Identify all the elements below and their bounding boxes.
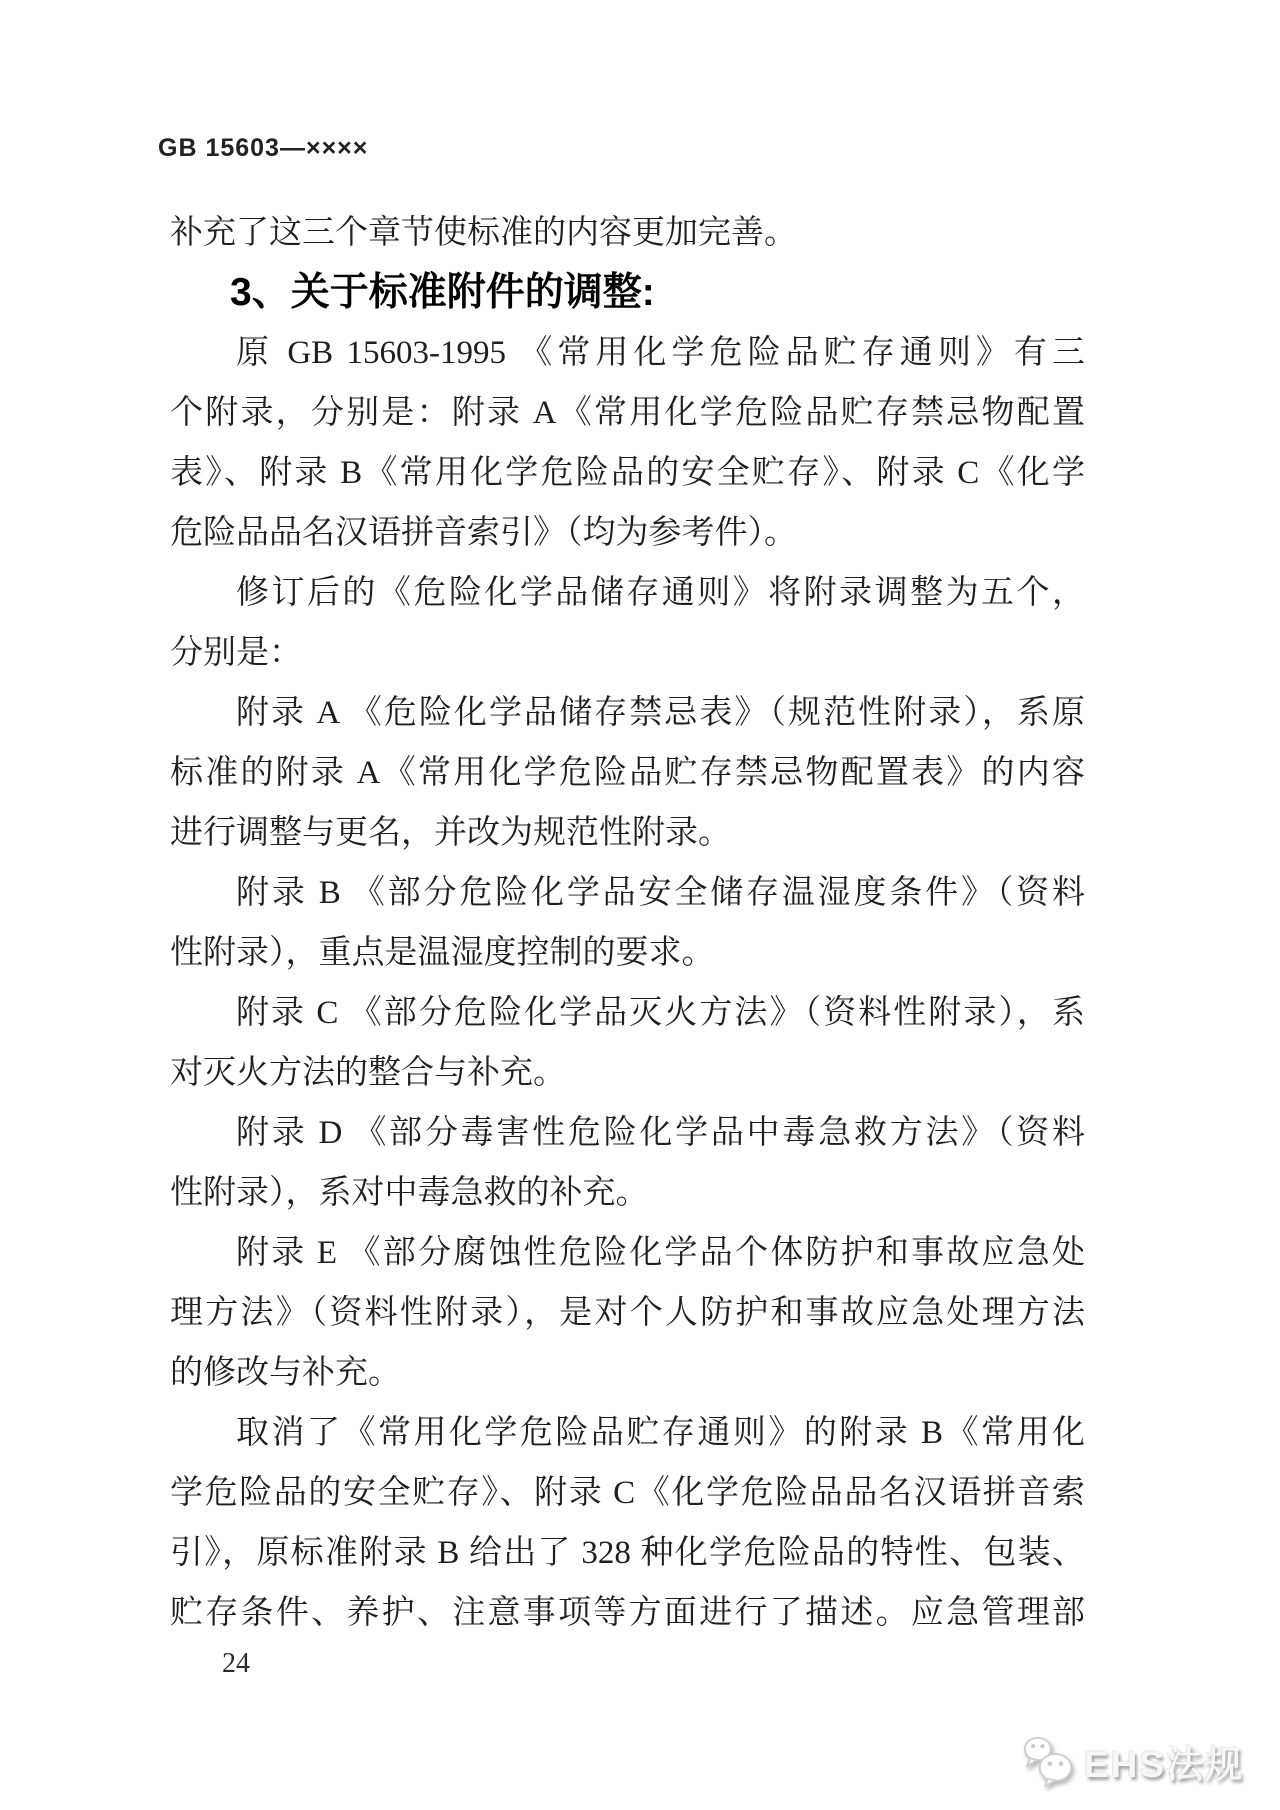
text-line: 附录 D 《部分毒害性危险化学品中毒急救方法》（资料	[236, 1115, 1085, 1151]
text-line: 取消了《常用化学危险品贮存通则》的附录 B《常用化	[236, 1415, 1085, 1451]
text-line: 理方法》（资料性附录），是对个人防护和事故应急处理方法	[170, 1295, 1085, 1331]
text-line: 表》、附录 B《常用化学危险品的安全贮存》、附录 C《化学	[170, 455, 1085, 491]
standard-number-header: GB 15603—××××	[158, 134, 369, 162]
text-line: 附录 C 《部分危险化学品灭火方法》（资料性附录），系	[236, 995, 1085, 1031]
text-line: 附录 A 《危险化学品储存禁忌表》（规范性附录），系原	[236, 695, 1085, 731]
watermark	[1020, 1734, 1244, 1788]
text-line: 的修改与补充。	[170, 1355, 401, 1391]
text-line: 危险品品名汉语拼音索引》（均为参考件）。	[170, 515, 797, 551]
text-line: 附录 B 《部分危险化学品安全储存温湿度条件》（资料	[236, 875, 1085, 911]
page-number: 24	[222, 1648, 250, 1679]
text-line: 分别是：	[170, 635, 302, 671]
text-line: 原 GB 15603-1995 《常用化学危险品贮存通则》有三	[236, 335, 1085, 371]
text-line: 标准的附录 A《常用化学危险品贮存禁忌物配置表》的内容	[170, 755, 1085, 791]
wechat-icon	[1020, 1735, 1076, 1787]
section-heading: 3、关于标准附件的调整:	[230, 271, 655, 314]
text-line: 对灭火方法的整合与补充。	[170, 1055, 566, 1091]
text-line: 个附录，分别是：附录 A《常用化学危险品贮存禁忌物配置	[170, 395, 1085, 431]
text-line: 修订后的《危险化学品储存通则》将附录调整为五个，	[236, 575, 1085, 611]
text-line: 性附录），系对中毒急救的补充。	[170, 1175, 649, 1211]
text-line: 性附录），重点是温湿度控制的要求。	[170, 935, 715, 971]
text-line: 补充了这三个章节使标准的内容更加完善。	[170, 215, 797, 251]
text-line: 进行调整与更名，并改为规范性附录。	[170, 815, 731, 851]
text-line: 学危险品的安全贮存》、附录 C《化学危险品品名汉语拼音索	[170, 1475, 1085, 1511]
text-line: 引》，原标准附录 B 给出了 328 种化学危险品的特性、包装、	[170, 1535, 1085, 1571]
document-body	[170, 203, 1085, 1643]
text-line: 附录 E 《部分腐蚀性危险化学品个体防护和事故应急处	[236, 1235, 1085, 1271]
text-line: 贮存条件、养护、注意事项等方面进行了描述。应急管理部	[170, 1595, 1085, 1631]
watermark-label: EHS法规	[1083, 1744, 1244, 1785]
